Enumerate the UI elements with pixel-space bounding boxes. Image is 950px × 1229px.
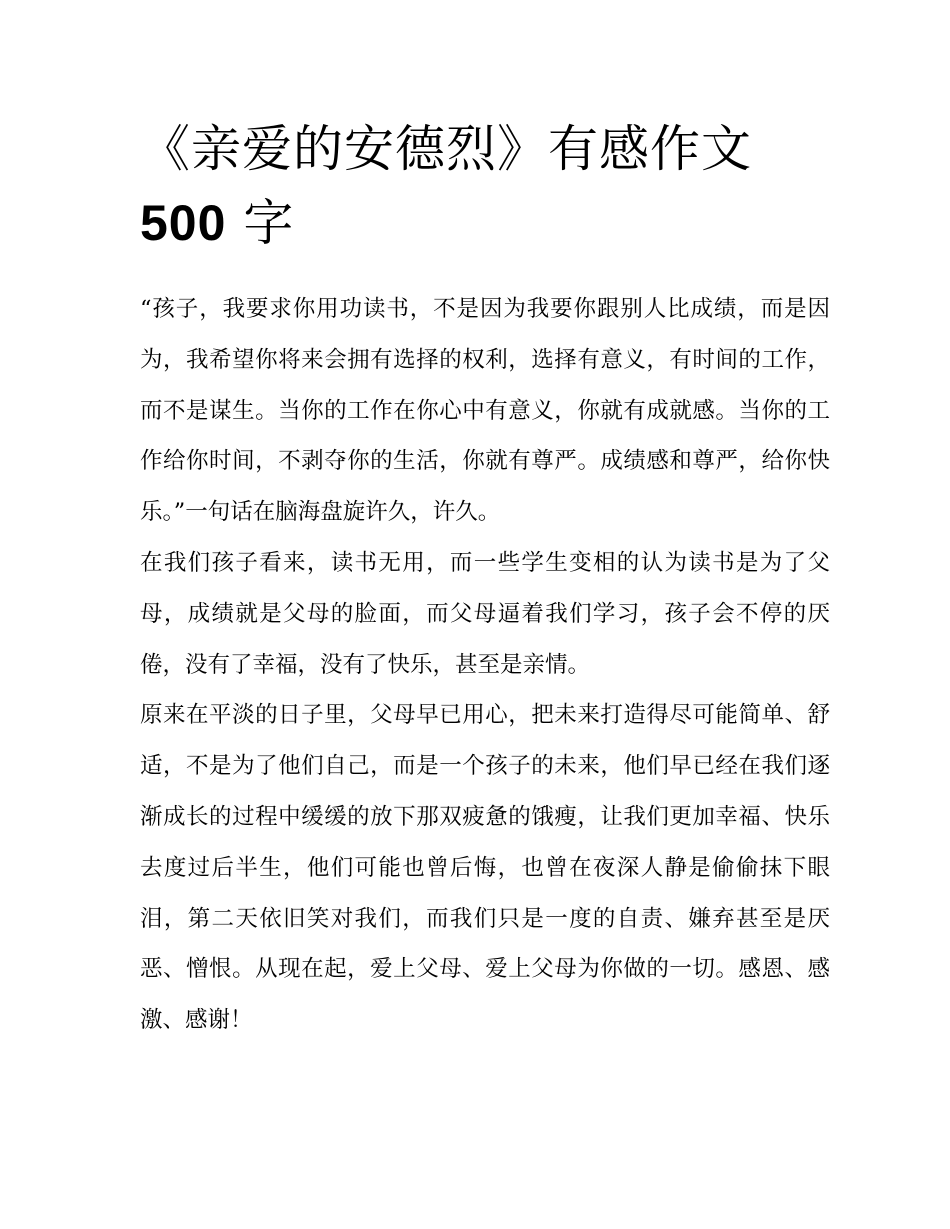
paragraph-1: “孩子，我要求你用功读书，不是因为我要你跟别人比成绩，而是因为，我希望你将来会拥有选择的权利，选择有意义，有时间的工作，而不是谋生。当你的工作在你心中有意义，你就有成就感。当你的工作给你时间，不剥夺你的生活，你就有尊严。成绩感和尊严，给你快乐。”一句话在脑海盘旋许久，许久。 xyxy=(140,296,830,526)
title-suffix: 字 xyxy=(226,194,295,252)
title-line-1: 《亲爱的安德烈》有感作文 xyxy=(140,120,752,178)
paragraph-2: 在我们孩子看来，读书无用，而一些学生变相的认为读书是为了父母，成绩就是父母的脸面，而父母逼着我们学习，孩子会不停的厌倦，没有了幸福，没有了快乐，甚至是亲情。 xyxy=(140,549,830,678)
title-line-2 xyxy=(140,186,830,260)
document-page xyxy=(140,112,830,1046)
document-title xyxy=(140,112,830,260)
paragraph-3: 原来在平淡的日子里，父母早已用心，把未来打造得尽可能简单、舒适，不是为了他们自己，而是一个孩子的未来，他们早已经在我们逐渐成长的过程中缓缓的放下那双疲惫的饿瘦，让我们更加幸福、快乐去度过后半生，他们可能也曾后悔，也曾在夜深人静是偷偷抹下眼泪，第二天依旧笑对我们，而我们只是一度的自责、嫌弃甚至是厌恶、憎恨。从现在起，爱上父母、爱上父母为你做的一切。感恩、感激、感谢！ xyxy=(140,702,830,1034)
title-number: 500 xyxy=(140,195,227,251)
document-body xyxy=(140,284,830,1046)
